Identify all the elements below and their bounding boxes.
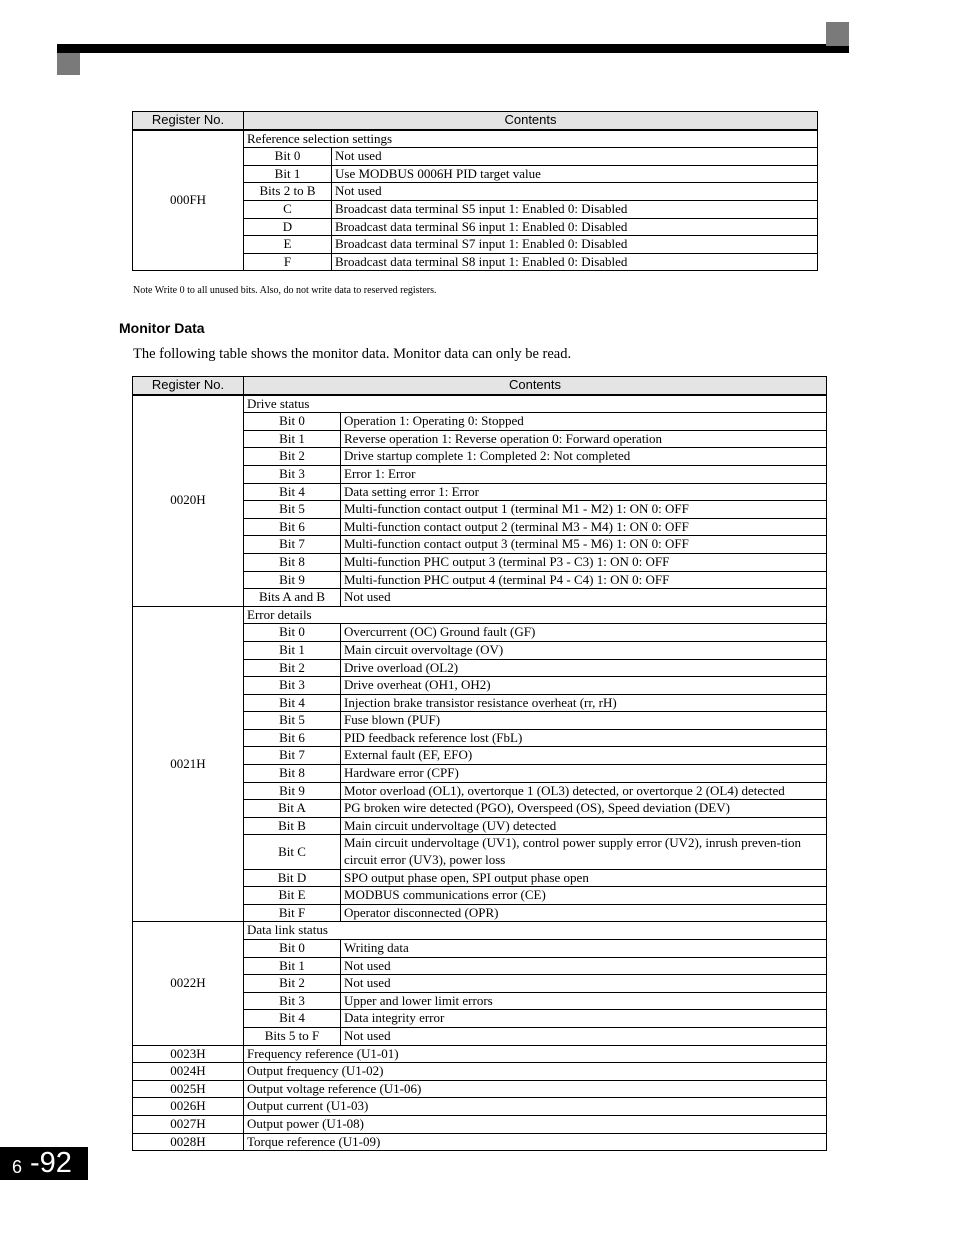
bit-description: Main circuit undervoltage (UV1), control power supply error (UV2), inrush preven-tion circuit error (UV3), power loss <box>341 835 827 869</box>
bit-label: Bit F <box>244 904 341 922</box>
bit-label: Bit 1 <box>244 430 341 448</box>
bit-description: PG broken wire detected (PGO), Overspeed (OS), Speed deviation (DEV) <box>341 800 827 818</box>
register-number: 0020H <box>133 395 244 607</box>
bit-label: Bit 0 <box>244 624 341 642</box>
group-title: Error details <box>244 606 827 624</box>
section-title: Monitor Data <box>119 320 205 336</box>
bit-description: Hardware error (CPF) <box>341 765 827 783</box>
bit-label: Bits 5 to F <box>244 1027 341 1045</box>
bit-description: Motor overload (OL1), overtorque 1 (OL3) detected, or overtorque 2 (OL4) detected <box>341 782 827 800</box>
table-row <box>133 1115 827 1133</box>
bit-label: Bit 7 <box>244 747 341 765</box>
table-row <box>133 1080 827 1098</box>
bit-label: Bit D <box>244 869 341 887</box>
bit-label: Bit 3 <box>244 992 341 1010</box>
bit-label: Bit 4 <box>244 694 341 712</box>
bit-label: Bits 2 to B <box>244 183 332 201</box>
bit-description: Broadcast data terminal S7 input 1: Enabled 0: Disabled <box>332 236 818 254</box>
bit-description: Not used <box>341 957 827 975</box>
monitor-data-table <box>132 376 827 1151</box>
bit-description: Multi-function contact output 2 (terminal M3 - M4) 1: ON 0: OFF <box>341 518 827 536</box>
bit-description: Drive startup complete 1: Completed 2: Not completed <box>341 448 827 466</box>
bit-description: Not used <box>332 148 818 166</box>
bit-label: Bit 8 <box>244 765 341 783</box>
bit-description: Broadcast data terminal S8 input 1: Enabled 0: Disabled <box>332 253 818 271</box>
register-number: 0023H <box>133 1045 244 1063</box>
register-description: Output current (U1-03) <box>244 1098 827 1116</box>
bit-description: Not used <box>341 975 827 993</box>
bit-description: Multi-function PHC output 4 (terminal P4 - C4) 1: ON 0: OFF <box>341 571 827 589</box>
contents-header: Contents <box>244 112 818 130</box>
bit-label: Bit 1 <box>244 165 332 183</box>
bit-label: Bit 7 <box>244 536 341 554</box>
group-title-row <box>133 130 818 148</box>
bit-label: Bit B <box>244 817 341 835</box>
table-row <box>133 1063 827 1081</box>
bit-description: Use MODBUS 0006H PID target value <box>332 165 818 183</box>
register-number: 0021H <box>133 606 244 922</box>
header-rule <box>57 44 849 53</box>
bit-label: Bit 4 <box>244 1010 341 1028</box>
register-number: 0022H <box>133 922 244 1045</box>
bit-description: Main circuit overvoltage (OV) <box>341 641 827 659</box>
group-title: Drive status <box>244 395 827 413</box>
table-row <box>133 1045 827 1063</box>
register-description: Output power (U1-08) <box>244 1115 827 1133</box>
register-no-header: Register No. <box>133 377 244 395</box>
bit-label: Bit 1 <box>244 641 341 659</box>
bit-description: Operator disconnected (OPR) <box>341 904 827 922</box>
page-number-badge <box>0 1147 88 1180</box>
bit-description: External fault (EF, EFO) <box>341 747 827 765</box>
bit-description: Injection brake transistor resistance overheat (rr, rH) <box>341 694 827 712</box>
bit-label: Bit 3 <box>244 677 341 695</box>
bit-label: Bit 2 <box>244 975 341 993</box>
bit-label: Bit 2 <box>244 659 341 677</box>
bit-description: PID feedback reference lost (FbL) <box>341 729 827 747</box>
bit-label: Bit 0 <box>244 148 332 166</box>
header-tab-right <box>826 22 849 46</box>
reference-settings-table <box>132 111 818 271</box>
bit-description: Multi-function contact output 1 (terminal M1 - M2) 1: ON 0: OFF <box>341 501 827 519</box>
bit-label: Bit 6 <box>244 729 341 747</box>
bit-label: Bit 5 <box>244 712 341 730</box>
table-row <box>133 1098 827 1116</box>
bit-description: Operation 1: Operating 0: Stopped <box>341 413 827 431</box>
group-title-row <box>133 922 827 940</box>
register-description: Output voltage reference (U1-06) <box>244 1080 827 1098</box>
bit-label: Bit C <box>244 835 341 869</box>
bit-label: F <box>244 253 332 271</box>
header-tab-left <box>57 53 80 75</box>
bit-label: Bit 2 <box>244 448 341 466</box>
bit-description: Not used <box>332 183 818 201</box>
bit-description: Drive overheat (OH1, OH2) <box>341 677 827 695</box>
register-number: 0024H <box>133 1063 244 1081</box>
bit-description: Data integrity error <box>341 1010 827 1028</box>
group-title-row <box>133 395 827 413</box>
bit-description: Multi-function PHC output 3 (terminal P3 - C3) 1: ON 0: OFF <box>341 553 827 571</box>
register-number: 000FH <box>133 130 244 271</box>
register-no-header: Register No. <box>133 112 244 130</box>
bit-label: Bit A <box>244 800 341 818</box>
bit-description: Multi-function contact output 3 (terminal M5 - M6) 1: ON 0: OFF <box>341 536 827 554</box>
table-header-row <box>133 377 827 395</box>
table-header-row <box>133 112 818 130</box>
bit-description: Data setting error 1: Error <box>341 483 827 501</box>
register-number: 0028H <box>133 1133 244 1151</box>
bit-description: Drive overload (OL2) <box>341 659 827 677</box>
bit-label: Bit E <box>244 887 341 905</box>
register-description: Frequency reference (U1-01) <box>244 1045 827 1063</box>
bit-label: Bit 6 <box>244 518 341 536</box>
bit-label: Bit 0 <box>244 940 341 958</box>
section-intro: The following table shows the monitor data. Monitor data can only be read. <box>133 346 572 362</box>
table-note: Note Write 0 to all unused bits. Also, do not write data to reserved registers. <box>133 285 437 296</box>
bit-description: Upper and lower limit errors <box>341 992 827 1010</box>
bit-label: C <box>244 200 332 218</box>
bit-description: Main circuit undervoltage (UV) detected <box>341 817 827 835</box>
page-number: -92 <box>30 1147 72 1179</box>
register-number: 0026H <box>133 1098 244 1116</box>
bit-label: E <box>244 236 332 254</box>
bit-label: Bit 8 <box>244 553 341 571</box>
bit-label: Bit 0 <box>244 413 341 431</box>
group-title: Data link status <box>244 922 827 940</box>
chapter-number: 6 <box>12 1157 23 1177</box>
bit-label: Bit 5 <box>244 501 341 519</box>
group-title-row <box>133 606 827 624</box>
contents-header: Contents <box>244 377 827 395</box>
bit-description: MODBUS communications error (CE) <box>341 887 827 905</box>
bit-label: Bit 9 <box>244 782 341 800</box>
bit-description: Reverse operation 1: Reverse operation 0: Forward operation <box>341 430 827 448</box>
bit-label: Bit 4 <box>244 483 341 501</box>
register-number: 0025H <box>133 1080 244 1098</box>
bit-label: Bit 9 <box>244 571 341 589</box>
bit-description: Broadcast data terminal S6 input 1: Enabled 0: Disabled <box>332 218 818 236</box>
bit-label: D <box>244 218 332 236</box>
bit-label: Bits A and B <box>244 589 341 607</box>
bit-description: Overcurrent (OC) Ground fault (GF) <box>341 624 827 642</box>
bit-description: SPO output phase open, SPI output phase open <box>341 869 827 887</box>
bit-description: Not used <box>341 589 827 607</box>
bit-description: Fuse blown (PUF) <box>341 712 827 730</box>
bit-label: Bit 3 <box>244 465 341 483</box>
bit-description: Not used <box>341 1027 827 1045</box>
group-title: Reference selection settings <box>244 130 818 148</box>
register-number: 0027H <box>133 1115 244 1133</box>
bit-description: Broadcast data terminal S5 input 1: Enabled 0: Disabled <box>332 200 818 218</box>
bit-description: Writing data <box>341 940 827 958</box>
table-row <box>133 1133 827 1151</box>
register-description: Torque reference (U1-09) <box>244 1133 827 1151</box>
register-description: Output frequency (U1-02) <box>244 1063 827 1081</box>
bit-label: Bit 1 <box>244 957 341 975</box>
bit-description: Error 1: Error <box>341 465 827 483</box>
